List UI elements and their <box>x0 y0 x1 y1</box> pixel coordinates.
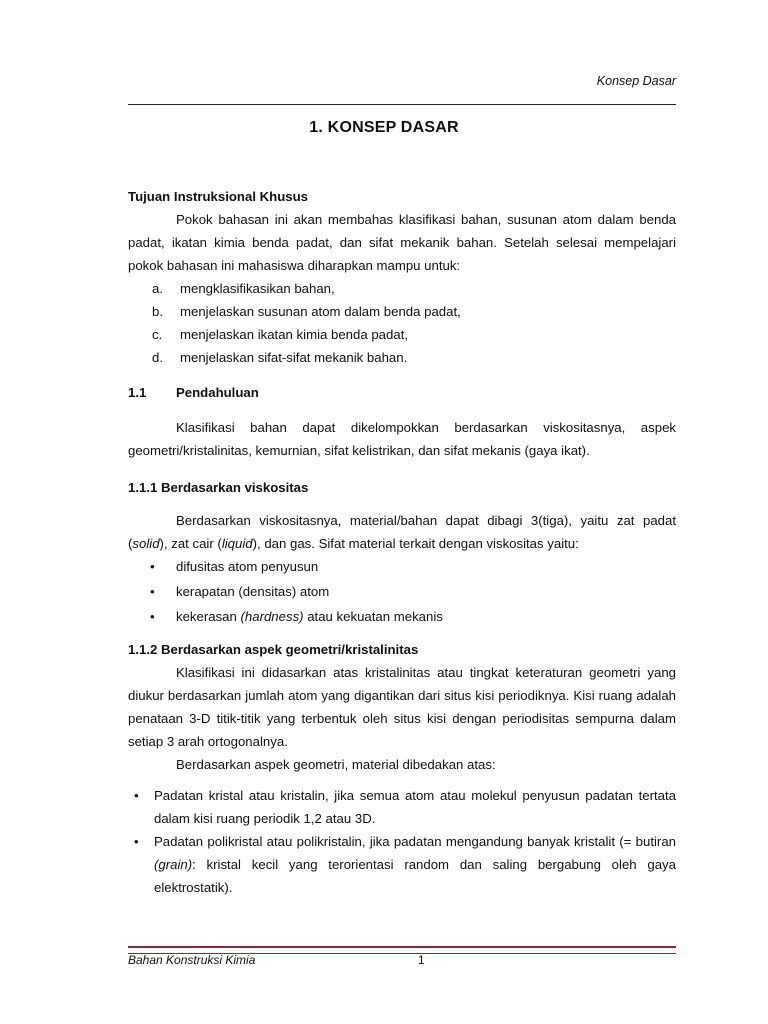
text-run: : kristal kecil yang terorientasi random dan saling bergabung oleh gaya elektrostatik). <box>154 857 676 895</box>
list-item <box>128 300 676 323</box>
bullet-marker: • <box>134 834 139 849</box>
list-item <box>128 555 676 578</box>
section-heading-1-1 <box>128 381 676 404</box>
tik-intro: Pokok bahasan ini akan membahas klasifikasi bahan, susunan atom dalam benda padat, ikatan kimia benda padat, dan sifat mekanik bahan. Setelah selesai mempelajari pokok bahasan ini mahasiswa diharapkan mampu untuk: <box>128 212 676 273</box>
italic-term: liquid <box>221 536 253 551</box>
bullet-marker: • <box>150 584 155 599</box>
text-run: kekerasan <box>176 609 241 624</box>
list-item-text: mengklasifikasikan bahan, <box>180 281 335 296</box>
list-marker: c. <box>152 327 163 342</box>
list-item-text: menjelaskan ikatan kimia benda padat, <box>180 327 408 342</box>
italic-term: solid <box>132 536 160 551</box>
list-item-text: Padatan kristal atau kristalin, jika semua atom atau molekul penyusun padatan tertata dalam kisi ruang periodik 1,2 atau 3D. <box>154 788 676 826</box>
italic-term: (hardness) <box>240 609 304 624</box>
pendahuluan-paragraph: Klasifikasi bahan dapat dikelompokkan berdasarkan viskositasnya, aspek geometri/kristalinitas, kemurnian, sifat kelistrikan, dan sifat mekanis (gaya ikat). <box>128 420 676 458</box>
list-item <box>128 784 676 830</box>
italic-term: (grain) <box>154 857 193 872</box>
document-body <box>128 185 676 899</box>
list-item <box>128 346 676 369</box>
list-item-text: kerapatan (densitas) atom <box>176 584 330 599</box>
list-item <box>128 605 676 628</box>
list-marker: b. <box>152 304 163 319</box>
list-marker: d. <box>152 350 163 365</box>
text-run: atau kekuatan mekanis <box>303 609 443 624</box>
section-heading-1-1-1: 1.1.1 Berdasarkan viskositas <box>128 480 309 495</box>
kristalinitas-paragraph: Klasifikasi ini didasarkan atas kristalinitas atau tingkat keteraturan geometri yang diukur berdasarkan jumlah atom yang digantikan dari situs kisi periodiknya. Kisi ruang adalah penataan 3-D titik-titik yang terbentuk oleh situs kisi dengan periodisitas sempurna dalam setiap 3 arah ortogonalnya. <box>128 665 676 749</box>
list-item <box>128 323 676 346</box>
text-run: ), dan gas. Sifat material terkait dengan viskositas yaitu: <box>252 536 579 551</box>
text-run: Berdasarkan viskositasnya, material/bahan dapat dibagi 3(tiga), yaitu zat padat ( <box>128 513 676 551</box>
text-run: ), zat cair ( <box>159 536 222 551</box>
list-item <box>128 830 676 899</box>
tik-heading: Tujuan Instruksional Khusus <box>128 189 309 204</box>
section-number: 1.1 <box>128 385 147 400</box>
bullet-marker: • <box>134 788 139 803</box>
list-item-text: difusitas atom penyusun <box>176 559 319 574</box>
list-item-text: menjelaskan sifat-sifat mekanik bahan. <box>180 350 408 365</box>
geometri-paragraph: Berdasarkan aspek geometri, material dibedakan atas: <box>176 757 496 772</box>
page-number: 1 <box>418 953 425 967</box>
list-item <box>128 580 676 603</box>
text-run: Padatan polikristal atau polikristalin, jika padatan mengandung banyak kristalit (= butiran <box>154 834 676 849</box>
running-title: Konsep Dasar <box>596 74 676 88</box>
geometri-classes-list <box>128 784 676 899</box>
bullet-marker: • <box>150 609 155 624</box>
list-marker: a. <box>152 281 163 296</box>
section-title: Pendahuluan <box>176 385 259 400</box>
viskositas-properties-list <box>128 555 676 628</box>
chapter-title: 1. KONSEP DASAR <box>309 119 459 136</box>
objectives-list <box>128 277 676 369</box>
footer-book-title: Bahan Konstruksi Kimia <box>128 953 256 967</box>
section-heading-1-1-2: 1.1.2 Berdasarkan aspek geometri/kristalinitas <box>128 642 419 657</box>
viskositas-paragraph <box>128 509 676 555</box>
bullet-marker: • <box>150 559 155 574</box>
list-item-text: menjelaskan susunan atom dalam benda padat, <box>180 304 461 319</box>
list-item <box>128 277 676 300</box>
page-header <box>128 74 676 105</box>
